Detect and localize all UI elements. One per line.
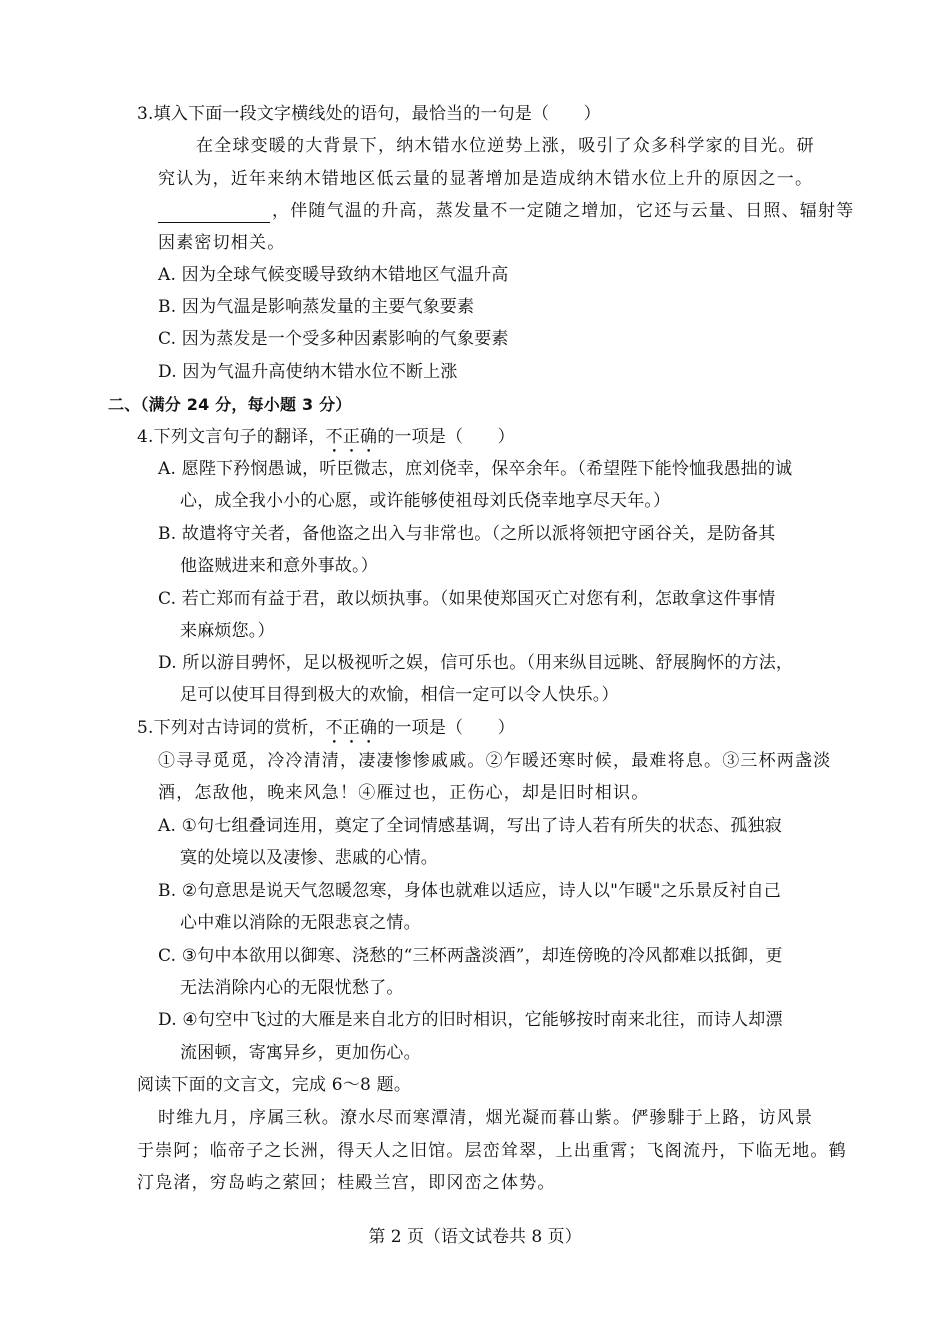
q4-stem	[137, 425, 515, 457]
q3-passage-line-1: 在全球变暖的大背景下，纳木错水位逆势上涨，吸引了众多科学家的目光。研	[196, 136, 815, 156]
q3-option-d: D. 因为气温升高使纳木错水位不断上涨	[158, 362, 458, 382]
q4-option-d-line-2: 足可以使耳目得到极大的欢愉，相信一定可以令人快乐。）	[180, 685, 619, 705]
q5-stem	[137, 716, 515, 748]
reading-passage-line-3: 汀凫渚，穷岛屿之萦回；桂殿兰宫，即冈峦之体势。	[137, 1173, 556, 1193]
q5-stem-before: 5.下列对古诗词的赏析，	[137, 718, 326, 738]
q3-option-b: B. 因为气温是影响蒸发量的主要气象要素	[158, 297, 475, 317]
q5-stem-after: 的一项是（ ）	[377, 718, 515, 738]
q4-option-b-line-2: 他盗贼进来和意外事故。）	[180, 556, 378, 576]
q3-option-a: A. 因为全球气候变暖导致纳木错地区气温升高	[158, 265, 509, 285]
reading-passage-line-2: 于崇阿；临帝子之长洲，得天人之旧馆。层峦耸翠，上出重霄；飞阁流丹，下临无地。鹤	[137, 1141, 847, 1161]
q3-passage-line-4: 因素密切相关。	[158, 233, 286, 253]
q3-passage-line-3	[158, 199, 854, 223]
q5-option-a-line-2: 寞的处境以及凄惨、悲戚的心情。	[180, 848, 438, 868]
q5-option-b-line-2: 心中难以消除的无限悲哀之情。	[180, 913, 421, 933]
section-2-heading: 二、（满分 24 分，每小题 3 分）	[108, 395, 352, 414]
q3-stem: 3.填入下面一段文字横线处的语句，最恰当的一句是（ ）	[137, 104, 601, 124]
q3-passage-line-3-text: ，伴随气温的升高，蒸发量不一定随之增加，它还与云量、日照、辐射等	[272, 201, 855, 221]
q5-poem-line-1: ①寻寻觅觅，冷冷清清，凄凄惨惨戚戚。②乍暖还寒时候，最难将息。③三杯两盏淡	[158, 751, 832, 771]
q4-stem-after: 的一项是（ ）	[377, 427, 515, 447]
q4-option-a-line-2: 心，成全我小小的心愿，或许能够使祖母刘氏侥幸地享尽天年。）	[180, 491, 671, 511]
q4-option-c-line-1: C. 若亡郑而有益于君，敢以烦执事。（如果使郑国灭亡对您有利，怎敢拿这件事情	[158, 589, 776, 609]
reading-intro: 阅读下面的文言文，完成 6～8 题。	[137, 1075, 412, 1095]
q5-option-c-line-1: C. ③句中本欲用以御寒、浇愁的“三杯两盏淡酒”，却连傍晚的冷风都难以抵御，更	[158, 946, 783, 966]
q3-option-c: C. 因为蒸发是一个受多种因素影响的气象要素	[158, 329, 509, 349]
q5-stem-emphasis: 不正确	[325, 718, 378, 738]
q4-option-b-line-1: B. 故遣将守关者，备他盗之出入与非常也。（之所以派将领把守函谷关，是防备其	[158, 524, 776, 544]
answer-blank[interactable]	[158, 204, 270, 223]
q5-option-c-line-2: 无法消除内心的无限忧愁了。	[180, 978, 404, 998]
q5-option-d-line-2: 流困顿，寄寓异乡，更加伤心。	[180, 1043, 421, 1063]
q4-stem-emphasis: 不正确	[325, 427, 378, 447]
q5-option-d-line-1: D. ④句空中飞过的大雁是来自北方的旧时相识，它能够按时南来北往，而诗人却漂	[158, 1010, 783, 1030]
q3-passage-line-2: 究认为，近年来纳木错地区低云量的显著增加是造成纳木错水位上升的原因之一。	[158, 169, 814, 189]
q5-poem-line-2: 酒，怎敌他，晚来风急！④雁过也，正伤心，却是旧时相识。	[158, 783, 650, 803]
q4-option-c-line-2: 来麻烦您。）	[180, 621, 275, 641]
q5-option-a-line-1: A. ①句七组叠词连用，奠定了全词情感基调，写出了诗人若有所失的状态、孤独寂	[158, 816, 782, 836]
page-footer: 第 2 页（语文试卷共 8 页）	[368, 1227, 582, 1247]
q4-option-a-line-1: A. 愿陛下矜悯愚诚，听臣微志，庶刘侥幸，保卒余年。（希望陛下能怜恤我愚拙的诚	[158, 459, 793, 479]
q5-option-b-line-1: B. ②句意思是说天气忽暖忽寒，身体也就难以适应，诗人以"乍暖"之乐景反衬自己	[158, 881, 781, 901]
q4-stem-before: 4.下列文言句子的翻译，	[137, 427, 326, 447]
reading-passage-line-1: 时维九月，序属三秋。潦水尽而寒潭清，烟光凝而暮山紫。俨骖騑于上路，访风景	[158, 1108, 814, 1128]
q4-option-d-line-1: D. 所以游目骋怀，足以极视听之娱，信可乐也。（用来纵目远眺、舒展胸怀的方法，	[158, 653, 794, 673]
